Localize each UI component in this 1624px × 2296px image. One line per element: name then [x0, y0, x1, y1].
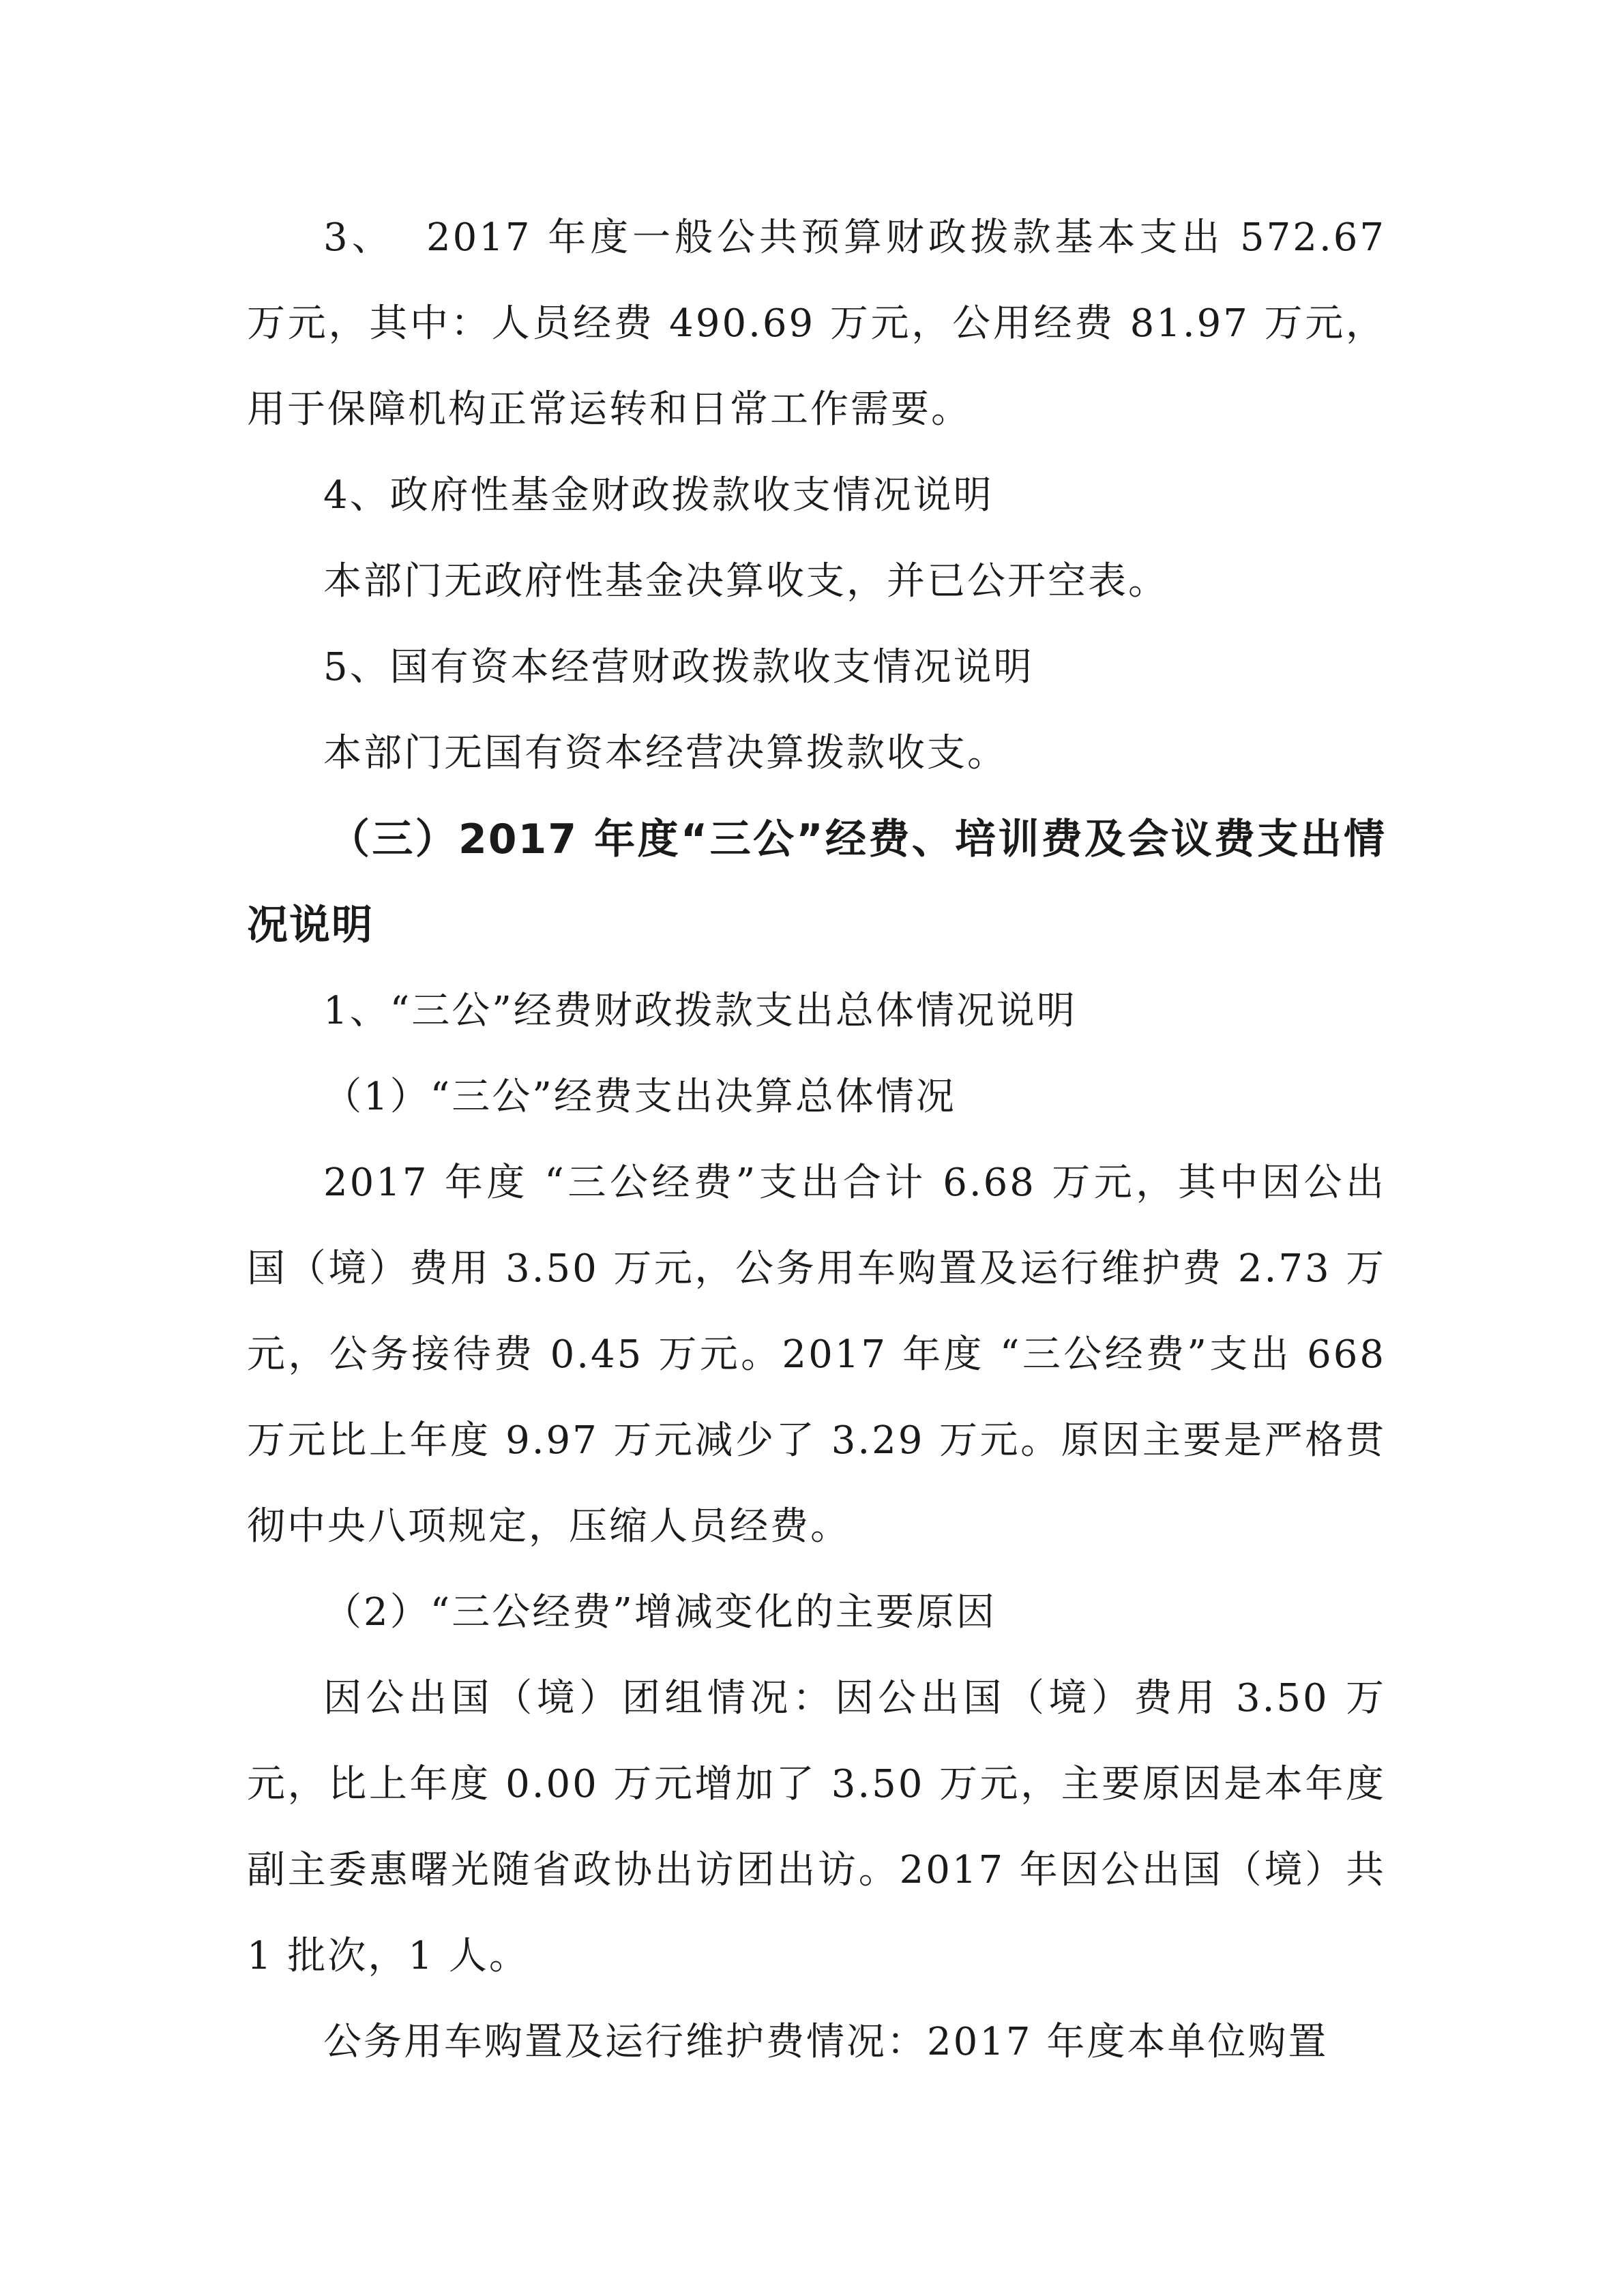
paragraph-state-capital-text: 本部门无国有资本经营决算拨款收支。: [323, 731, 1007, 775]
paragraph-gov-fund-heading: 4、政府性基金财政拨款收支情况说明: [323, 473, 994, 518]
paragraph-vehicle-text: 公务用车购置及运行维护费情况：2017 年度本单位购置: [323, 2020, 1329, 2064]
paragraph-gov-fund-text: 本部门无政府性基金决算收支，并已公开空表。: [323, 559, 1168, 603]
paragraph-change-reason-heading: （2）“三公经费”增减变化的主要原因: [323, 1590, 996, 1635]
paragraph-budget-basic-expense: 3、 2017 年度一般公共预算财政拨款基本支出 572.67 万元，其中：人员经费 490.69 万元，公用经费 81.97 万元，用于保障机构正常运转和日常工作需要。: [247, 215, 1400, 432]
paragraph-three-public-overall-heading: 1、“三公”经费财政拨款支出总体情况说明: [323, 989, 1077, 1033]
document-body: [247, 195, 1400, 2085]
paragraph-three-public-overall-sub: （1）“三公”经费支出决算总体情况: [323, 1075, 956, 1119]
section-three-heading: （三）2017 年度“三公”经费、培训费及会议费支出情况说明: [247, 816, 1386, 949]
paragraph-three-public-overall-text: 2017 年度 “三公经费”支出合计 6.68 万元，其中因公出国（境）费用 3.50 万元，公务用车购置及运行维护费 2.73 万元，公务接待费 0.45 万元。2017 年度 “三公经费”支出 668 万元比上年度 9.97 万元减少了 3.29 万元。原因主要是严格贯彻中央八项规定，压缩人员经费。: [247, 1161, 1400, 1549]
paragraph-overseas-text: 因公出国（境）团组情况：因公出国（境）费用 3.50 万元，比上年度 0.00 万元增加了 3.50 万元，主要原因是本年度副主委惠曙光随省政协出访团出访。2017 年因公出国（境）共 1 批次，1 人。: [247, 1676, 1400, 1978]
paragraph-state-capital-heading: 5、国有资本经营财政拨款收支情况说明: [323, 645, 1034, 689]
